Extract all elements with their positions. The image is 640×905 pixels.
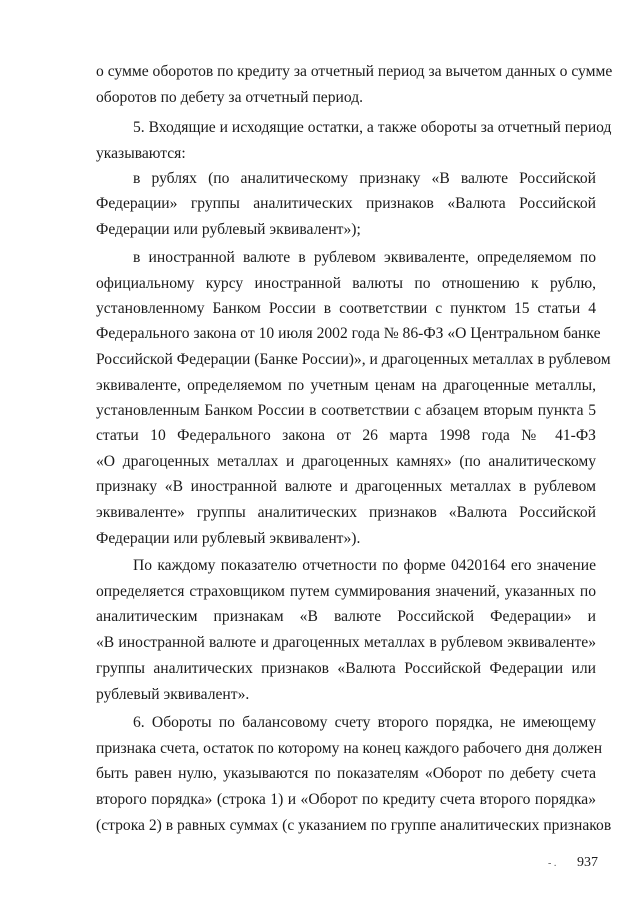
- text-line-16: «О драгоценных металлах и драгоценных камнях» (по аналитическому: [96, 453, 596, 470]
- scan-mark: - .: [548, 858, 557, 869]
- text-line-2: оборотов по дебету за отчетный период.: [96, 89, 364, 106]
- text-line-3: 5. Входящие и исходящие остатки, а также обороты за отчетный период: [133, 119, 612, 136]
- text-line-7: Федерации или рублевый эквивалент»);: [96, 221, 361, 238]
- text-line-28: быть равен нулю, указываются по показателям «Оборот по дебету счета: [96, 765, 596, 782]
- text-line-20: По каждому показателю отчетности по форме 0420164 его значение: [133, 557, 596, 574]
- text-line-25: рублевый эквивалент».: [96, 686, 250, 703]
- text-line-15: статьи 10 Федерального закона от 26 марта 1998 года № 41-ФЗ: [96, 427, 596, 444]
- text-line-19: Федерации или рублевый эквивалент»).: [96, 530, 361, 547]
- text-line-14: установленным Банком России в соответствии с абзацем вторым пункта 5: [96, 402, 596, 419]
- text-line-17: признаку «В иностранной валюте и драгоценных металлах в рублевом: [96, 478, 596, 495]
- text-line-30: (строка 2) в равных суммах (с указанием по группе аналитических признаков: [96, 817, 612, 834]
- text-line-4: указываются:: [96, 145, 186, 162]
- text-line-9: официальному курсу иностранной валюты по отношению к рублю,: [96, 275, 596, 292]
- text-line-1: о сумме оборотов по кредиту за отчетный период за вычетом данных о сумме: [96, 63, 613, 80]
- text-line-23: «В иностранной валюте и драгоценных металлах в рублевом эквиваленте»: [96, 634, 596, 651]
- text-line-12: Российской Федерации (Банке России)», и драгоценных металлах в рублевом: [96, 351, 611, 368]
- text-line-13: эквиваленте, определяемом по учетным ценам на драгоценные металлы,: [96, 377, 596, 394]
- text-line-18: эквиваленте» группы аналитических признаков «Валюта Российской: [96, 504, 596, 521]
- text-line-8: в иностранной валюте в рублевом эквиваленте, определяемом по: [133, 249, 596, 266]
- page-number: 937: [577, 855, 598, 870]
- text-line-10: установленному Банком России в соответствии с пунктом 15 статьи 4: [96, 300, 596, 317]
- text-line-21: определяется страховщиком путем суммирования значений, указанных по: [96, 583, 596, 600]
- text-line-27: признака счета, остаток по которому на конец каждого рабочего дня должен: [96, 740, 603, 757]
- text-line-5: в рублях (по аналитическому признаку «В валюте Российской: [133, 170, 596, 187]
- text-line-11: Федерального закона от 10 июля 2002 года № 86-ФЗ «О Центральном банке: [96, 325, 601, 342]
- text-line-6: Федерации» группы аналитических признаков «Валюта Российской: [96, 195, 596, 212]
- text-line-29: второго порядка» (строка 1) и «Оборот по кредиту счета второго порядка»: [96, 791, 596, 808]
- text-line-22: аналитическим признакам «В валюте Российской Федерации» и: [96, 608, 596, 625]
- text-line-26: 6. Обороты по балансовому счету второго порядка, не имеющему: [133, 714, 596, 731]
- text-line-24: группы аналитических признаков «Валюта Российской Федерации или: [96, 660, 596, 677]
